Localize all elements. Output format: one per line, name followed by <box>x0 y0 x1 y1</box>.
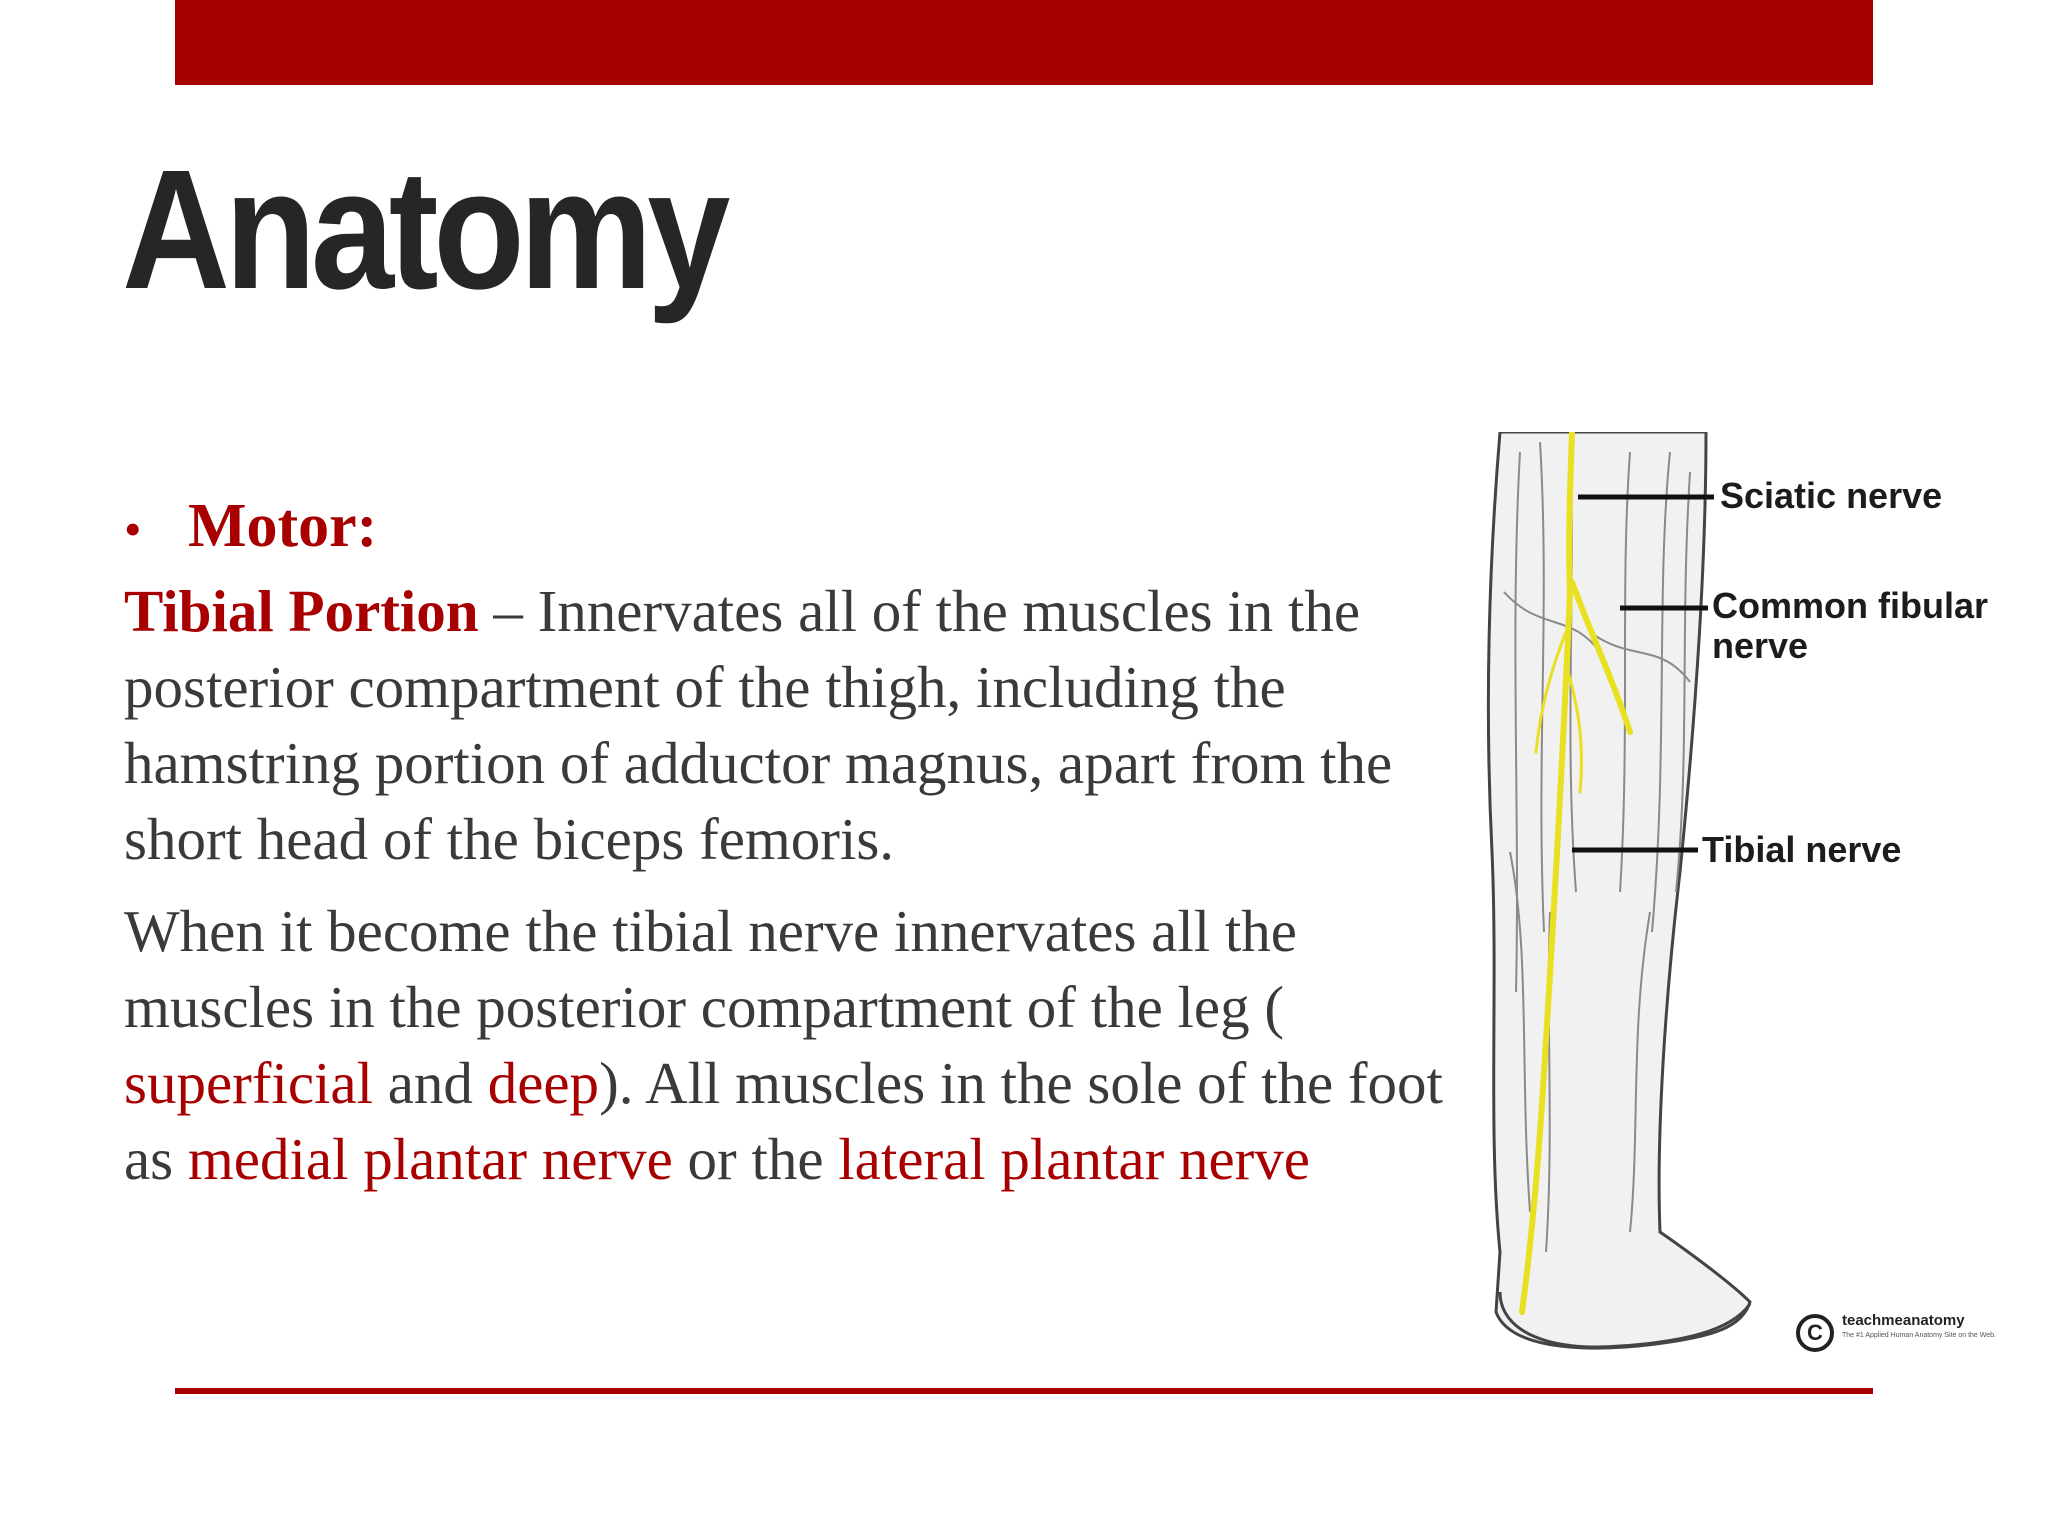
bullet-icon: • <box>124 501 142 557</box>
sciatic-nerve-label: Sciatic nerve <box>1720 475 1943 516</box>
term-lateral-plantar-nerve: lateral plantar nerve <box>838 1126 1310 1192</box>
p2-text-1: When it become the tibial nerve innervates all the muscles in the posterior compartment of the leg ( <box>124 898 1297 1040</box>
term-deep: deep <box>487 1050 600 1116</box>
tibial-nerve-paragraph <box>124 893 1464 1197</box>
tibial-portion-term: Tibial Portion <box>124 578 479 644</box>
slide-content <box>124 488 1464 1213</box>
slide-title: Anatomy <box>122 135 726 325</box>
tibial-portion-text: – Innervates all of the muscles in the posterior compartment of the thigh, including the hamstring portion of adductor magnus, apart from the short head of the biceps femoris. <box>124 578 1393 872</box>
top-accent-bar <box>175 0 1873 85</box>
watermark-brand: teachmeanatomy <box>1842 1312 1965 1329</box>
bullet-motor <box>124 488 1464 567</box>
p2-text-3: ). All muscles in the sole of the foot as <box>124 1050 1443 1192</box>
leg-nerve-figure <box>1480 432 2048 1366</box>
common-fibular-nerve-label: Common fibular nerve <box>1712 585 1988 666</box>
watermark <box>1796 1312 2046 1352</box>
bottom-accent-rule <box>175 1388 1873 1394</box>
tibial-portion-paragraph <box>124 573 1464 877</box>
term-superficial: superficial <box>124 1050 373 1116</box>
motor-heading: Motor: <box>188 492 378 560</box>
watermark-tagline: The #1 Applied Human Anatomy Site on the Web. <box>1842 1332 1996 1339</box>
p2-text-2: and <box>373 1050 488 1116</box>
copyright-icon: C <box>1796 1314 1834 1352</box>
leg-illustration <box>1480 432 2048 1366</box>
tibial-nerve-label: Tibial nerve <box>1702 829 1902 870</box>
sciatic-nerve-path <box>1569 432 1572 592</box>
term-medial-plantar-nerve: medial plantar nerve <box>187 1126 673 1192</box>
p2-text-4: or the <box>672 1126 839 1192</box>
